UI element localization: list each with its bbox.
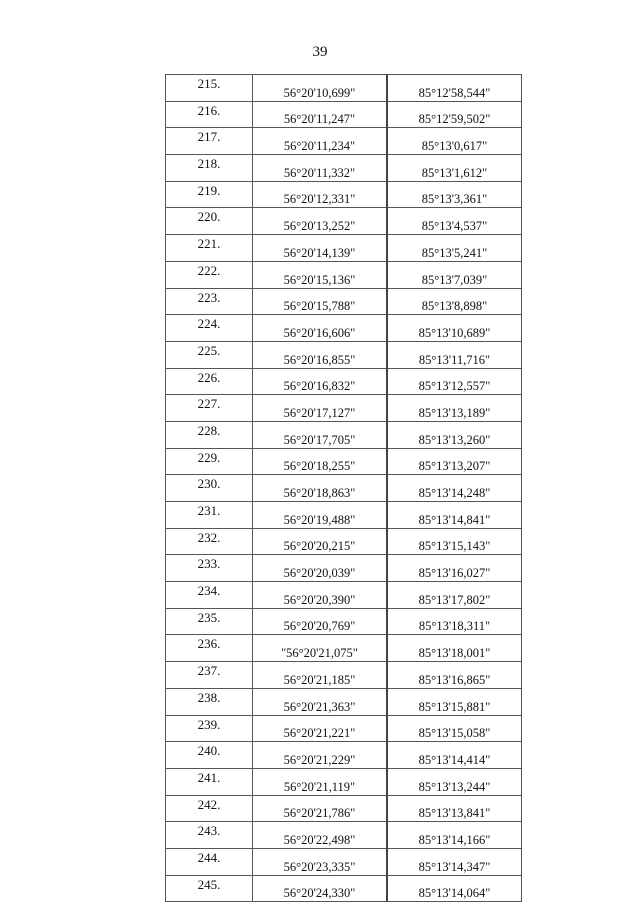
point-number-cell: 225. (166, 341, 253, 368)
point-number-cell: 234. (166, 582, 253, 609)
latitude-cell: 56°20'17,127" (253, 395, 388, 422)
point-number-cell: 242. (166, 795, 253, 822)
longitude-cell: 85°13'16,865" (387, 662, 522, 689)
table-row (166, 155, 522, 182)
table-row (166, 235, 522, 262)
point-number-cell: 226. (166, 368, 253, 395)
longitude-cell: 85°13'15,058" (387, 715, 522, 742)
latitude-cell: 56°20'12,331" (253, 181, 388, 208)
longitude-cell: 85°12'59,502" (387, 101, 522, 128)
table-row (166, 502, 522, 529)
point-number-cell: 239. (166, 715, 253, 742)
point-number-cell: 216. (166, 101, 253, 128)
coordinates-table-body (166, 75, 522, 902)
table-row (166, 688, 522, 715)
table-row (166, 768, 522, 795)
point-number-cell: 222. (166, 261, 253, 288)
point-number-cell: 229. (166, 448, 253, 475)
longitude-cell: 85°13'13,189" (387, 395, 522, 422)
longitude-cell: 85°13'13,841" (387, 795, 522, 822)
point-number-cell: 227. (166, 395, 253, 422)
point-number-cell: 244. (166, 848, 253, 875)
latitude-cell: 56°20'20,390" (253, 582, 388, 609)
table-row (166, 608, 522, 635)
point-number-cell: 233. (166, 555, 253, 582)
table-row (166, 421, 522, 448)
latitude-cell: "56°20'21,075" (253, 635, 388, 662)
longitude-cell: 85°13'16,027" (387, 555, 522, 582)
point-number-cell: 217. (166, 128, 253, 155)
table-row (166, 715, 522, 742)
latitude-cell: 56°20'22,498" (253, 822, 388, 849)
table-row (166, 742, 522, 769)
longitude-cell: 85°13'14,414" (387, 742, 522, 769)
latitude-cell: 56°20'11,234" (253, 128, 388, 155)
latitude-cell: 56°20'23,335" (253, 848, 388, 875)
longitude-cell: 85°13'15,143" (387, 528, 522, 555)
table-row (166, 448, 522, 475)
point-number-cell: 245. (166, 875, 253, 902)
table-row (166, 795, 522, 822)
longitude-cell: 85°13'5,241" (387, 235, 522, 262)
point-number-cell: 241. (166, 768, 253, 795)
table-row (166, 181, 522, 208)
longitude-cell: 85°13'11,716" (387, 341, 522, 368)
table-row (166, 261, 522, 288)
point-number-cell: 232. (166, 528, 253, 555)
latitude-cell: 56°20'21,229" (253, 742, 388, 769)
point-number-cell: 243. (166, 822, 253, 849)
table-row (166, 128, 522, 155)
point-number-cell: 236. (166, 635, 253, 662)
point-number-cell: 240. (166, 742, 253, 769)
table-row (166, 822, 522, 849)
latitude-cell: 56°20'11,247" (253, 101, 388, 128)
point-number-cell: 237. (166, 662, 253, 689)
latitude-cell: 56°20'15,788" (253, 288, 388, 315)
point-number-cell: 219. (166, 181, 253, 208)
latitude-cell: 56°20'17,705" (253, 421, 388, 448)
point-number-cell: 231. (166, 502, 253, 529)
longitude-cell: 85°13'13,260" (387, 421, 522, 448)
latitude-cell: 56°20'13,252" (253, 208, 388, 235)
latitude-cell: 56°20'21,221" (253, 715, 388, 742)
longitude-cell: 85°13'8,898" (387, 288, 522, 315)
table-row (166, 395, 522, 422)
latitude-cell: 56°20'18,863" (253, 475, 388, 502)
point-number-cell: 224. (166, 315, 253, 342)
longitude-cell: 85°13'14,841" (387, 502, 522, 529)
latitude-cell: 56°20'21,119" (253, 768, 388, 795)
point-number-cell: 220. (166, 208, 253, 235)
point-number-cell: 218. (166, 155, 253, 182)
point-number-cell: 223. (166, 288, 253, 315)
latitude-cell: 56°20'11,332" (253, 155, 388, 182)
table-row (166, 288, 522, 315)
table-row (166, 875, 522, 902)
longitude-cell: 85°13'13,207" (387, 448, 522, 475)
latitude-cell: 56°20'21,363" (253, 688, 388, 715)
longitude-cell: 85°13'14,347" (387, 848, 522, 875)
latitude-cell: 56°20'20,769" (253, 608, 388, 635)
point-number-cell: 228. (166, 421, 253, 448)
latitude-cell: 56°20'10,699" (253, 75, 388, 102)
latitude-cell: 56°20'16,606" (253, 315, 388, 342)
table-row (166, 208, 522, 235)
longitude-cell: 85°13'18,311" (387, 608, 522, 635)
longitude-cell: 85°13'15,881" (387, 688, 522, 715)
table-row (166, 101, 522, 128)
latitude-cell: 56°20'19,488" (253, 502, 388, 529)
table-row (166, 75, 522, 102)
table-row (166, 582, 522, 609)
latitude-cell: 56°20'15,136" (253, 261, 388, 288)
latitude-cell: 56°20'21,786" (253, 795, 388, 822)
longitude-cell: 85°13'17,802" (387, 582, 522, 609)
table-row (166, 528, 522, 555)
longitude-cell: 85°13'4,537" (387, 208, 522, 235)
latitude-cell: 56°20'24,330" (253, 875, 388, 902)
page-number: 39 (312, 44, 328, 60)
longitude-cell: 85°13'14,248" (387, 475, 522, 502)
point-number-cell: 221. (166, 235, 253, 262)
longitude-cell: 85°13'12,557" (387, 368, 522, 395)
latitude-cell: 56°20'20,215" (253, 528, 388, 555)
longitude-cell: 85°13'0,617" (387, 128, 522, 155)
latitude-cell: 56°20'16,832" (253, 368, 388, 395)
longitude-cell: 85°13'14,064" (387, 875, 522, 902)
point-number-cell: 230. (166, 475, 253, 502)
table-row (166, 368, 522, 395)
point-number-cell: 235. (166, 608, 253, 635)
coordinates-table (165, 74, 522, 902)
longitude-cell: 85°13'7,039" (387, 261, 522, 288)
point-number-cell: 238. (166, 688, 253, 715)
table-row (166, 475, 522, 502)
table-row (166, 848, 522, 875)
latitude-cell: 56°20'16,855" (253, 341, 388, 368)
point-number-cell: 215. (166, 75, 253, 102)
table-row (166, 315, 522, 342)
longitude-cell: 85°13'14,166" (387, 822, 522, 849)
table-row (166, 662, 522, 689)
table-row (166, 635, 522, 662)
latitude-cell: 56°20'20,039" (253, 555, 388, 582)
longitude-cell: 85°13'10,689" (387, 315, 522, 342)
table-row (166, 341, 522, 368)
longitude-cell: 85°13'1,612" (387, 155, 522, 182)
longitude-cell: 85°12'58,544" (387, 75, 522, 102)
longitude-cell: 85°13'13,244" (387, 768, 522, 795)
table-row (166, 555, 522, 582)
latitude-cell: 56°20'18,255" (253, 448, 388, 475)
longitude-cell: 85°13'18,001" (387, 635, 522, 662)
latitude-cell: 56°20'21,185" (253, 662, 388, 689)
latitude-cell: 56°20'14,139" (253, 235, 388, 262)
longitude-cell: 85°13'3,361" (387, 181, 522, 208)
